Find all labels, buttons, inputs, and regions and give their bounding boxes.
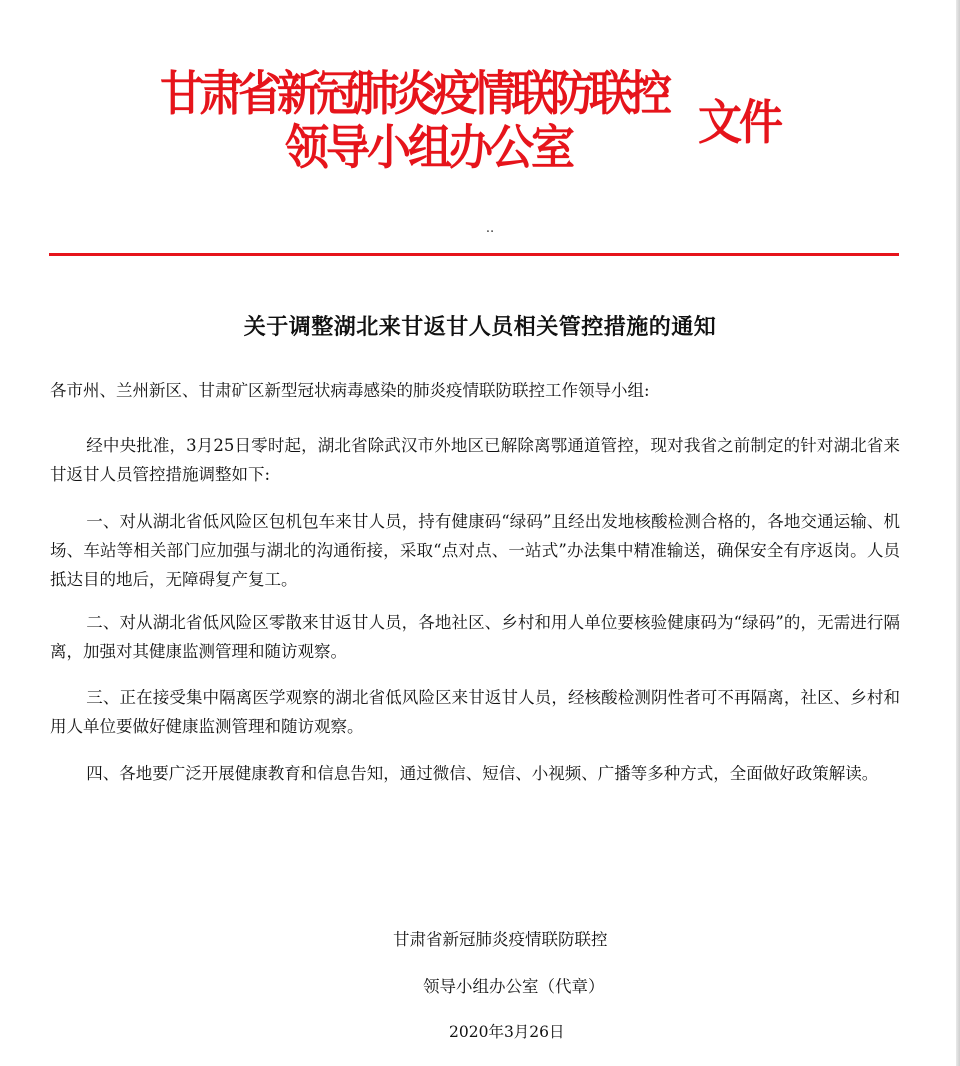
salutation: 各市州、兰州新区、甘肃矿区新型冠状病毒感染的肺炎疫情联防联控工作领导小组: xyxy=(50,381,650,400)
issuer-header-line1: 甘肃省新冠肺炎疫情联防联控 xyxy=(160,66,667,122)
body-paragraph-item-3: 三、正在接受集中隔离医学观察的湖北省低风险区来甘返甘人员，经核酸检测阴性者可不再隔离，社区、乡村和用人单位要做好健康监测管理和随访观察。 xyxy=(50,688,900,736)
page-edge-scrollbar xyxy=(956,0,960,1066)
body-paragraph-item-2: 二、对从湖北省低风险区零散来甘返甘人员，各地社区、乡村和用人单位要核验健康码为“绿码”的，无需进行隔离，加强对其健康监测管理和随访观察。 xyxy=(50,613,900,661)
signature-date: 2020年3月26日 xyxy=(449,1023,565,1041)
issuer-header xyxy=(160,55,810,175)
signature-issuer-line1: 甘肃省新冠肺炎疫情联防联控 xyxy=(393,930,608,949)
body-paragraph-item-1: 一、对从湖北省低风险区包机包车来甘人员，持有健康码“绿码”且经出发地核酸检测合格的，各地交通运输、机场、车站等相关部门应加强与湖北的沟通衔接，采取“点对点、一站式”办法集中精准输送，确保安全有序返岗。人员抵达目的地后，无障碍复产复工。 xyxy=(50,512,900,589)
body-paragraph-intro: 经中央批准，3月25日零时起，湖北省除武汉市外地区已解除离鄂通道管控，现对我省之前制定的针对湖北省来甘返甘人员管控措施调整如下: xyxy=(50,436,900,484)
body-paragraph-item-4: 四、各地要广泛开展健康教育和信息告知，通过微信、短信、小视频、广播等多种方式，全面做好政策解读。 xyxy=(86,764,879,783)
document-number: .. xyxy=(485,221,495,236)
red-separator-line xyxy=(49,253,899,256)
signature-issuer-line2: 领导小组办公室（代章） xyxy=(423,977,605,996)
issuer-header-line2: 领导小组办公室 xyxy=(285,120,572,176)
issuer-header-suffix: 文件 xyxy=(698,95,780,151)
document-title: 关于调整湖北来甘返甘人员相关管控措施的通知 xyxy=(243,314,717,340)
